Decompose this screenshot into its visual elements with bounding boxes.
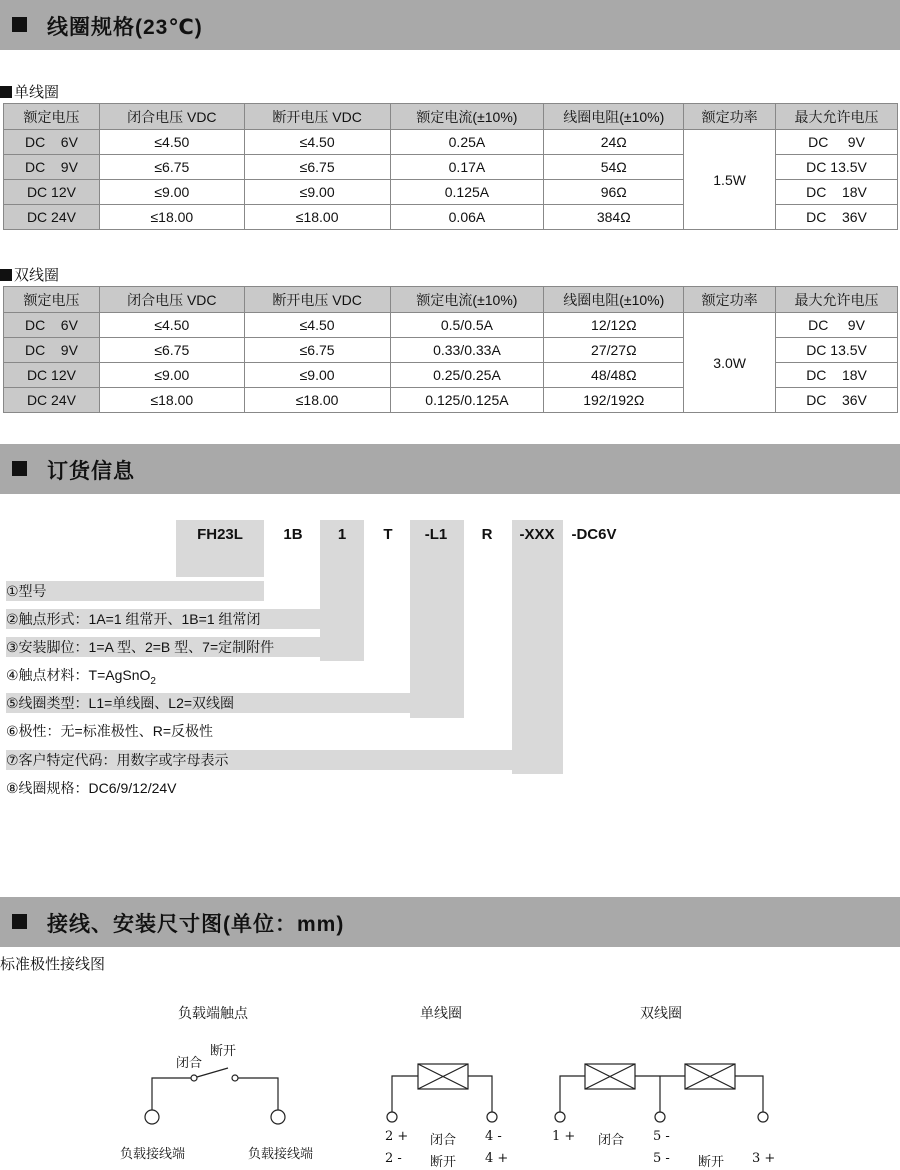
square-bullet-icon bbox=[12, 914, 27, 929]
pin-label: 4 + bbox=[485, 1151, 509, 1166]
header-cell: 线圈电阻(±10%) bbox=[544, 287, 684, 313]
ordering-header bbox=[0, 444, 900, 494]
wire bbox=[468, 1076, 492, 1112]
terminal-circle bbox=[487, 1112, 497, 1122]
table-cell: DC 6V bbox=[4, 130, 100, 155]
wiring-header bbox=[0, 897, 900, 947]
double-coil-label: 双线圈 bbox=[0, 264, 59, 285]
state-label: 断开 bbox=[698, 1155, 725, 1170]
header-cell: 额定电压 bbox=[4, 104, 100, 130]
header-cell: 闭合电压 VDC bbox=[99, 287, 244, 313]
header-cell: 额定电压 bbox=[4, 287, 100, 313]
table-cell: 48/48Ω bbox=[544, 363, 684, 388]
terminal-circle bbox=[555, 1112, 565, 1122]
table-cell: ≤9.00 bbox=[99, 180, 244, 205]
table-cell: ≤18.00 bbox=[244, 388, 390, 413]
table-cell: ≤9.00 bbox=[244, 363, 390, 388]
order-line-customer: ⑦客户特定代码：用数字或字母表示 bbox=[6, 750, 563, 770]
table-cell: ≤4.50 bbox=[99, 313, 244, 338]
header-cell: 闭合电压 VDC bbox=[99, 104, 244, 130]
contact-point bbox=[232, 1075, 238, 1081]
table-cell: 24Ω bbox=[544, 130, 684, 155]
table-cell: DC 18V bbox=[776, 180, 898, 205]
section-title: 订货信息 bbox=[47, 460, 135, 483]
table-cell: 0.25A bbox=[390, 130, 544, 155]
table-cell: DC 18V bbox=[776, 363, 898, 388]
terminal-circle bbox=[655, 1112, 665, 1122]
section-title: 线圈规格(23℃) bbox=[47, 16, 203, 39]
rated-power-cell: 1.5W bbox=[684, 130, 776, 230]
table-cell: DC 12V bbox=[4, 180, 100, 205]
load-terminal-left: 负载接线端 bbox=[120, 1147, 186, 1162]
load-terminal-right: 负载接线端 bbox=[248, 1147, 314, 1162]
table-row bbox=[4, 313, 898, 338]
double-coil-diagram bbox=[555, 1064, 768, 1122]
section-title: 接线、安装尺寸图(单位：mm) bbox=[47, 913, 345, 936]
table-cell: ≤9.00 bbox=[244, 180, 390, 205]
header-cell: 最大允许电压 bbox=[776, 104, 898, 130]
single-coil-diagram bbox=[387, 1064, 497, 1122]
order-line-contact-form: ②触点形式：1A=1 组常开、1B=1 组常闭 bbox=[6, 609, 320, 629]
table-cell: 27/27Ω bbox=[544, 338, 684, 363]
header-cell: 额定功率 bbox=[684, 104, 776, 130]
state-label: 闭合 bbox=[598, 1133, 625, 1148]
table-cell: 0.25/0.25A bbox=[390, 363, 544, 388]
pin-label: 2 - bbox=[385, 1151, 402, 1166]
wiring-subtitle: 标准极性接线图 bbox=[0, 956, 106, 973]
wire bbox=[735, 1076, 763, 1112]
header-cell: 额定电流(±10%) bbox=[390, 104, 544, 130]
header-cell: 断开电压 VDC bbox=[244, 104, 390, 130]
table-cell: ≤6.75 bbox=[99, 155, 244, 180]
table-cell: 0.33/0.33A bbox=[390, 338, 544, 363]
square-bullet-icon bbox=[0, 86, 12, 98]
code-coil-type: -L1 bbox=[424, 526, 448, 543]
code-model: FH23L bbox=[197, 526, 243, 543]
header-cell: 额定电流(±10%) bbox=[390, 287, 544, 313]
header-cell: 线圈电阻(±10%) bbox=[544, 104, 684, 130]
wire bbox=[238, 1078, 278, 1110]
double-coil-table bbox=[3, 286, 898, 413]
table-cell: DC 24V bbox=[4, 388, 100, 413]
table-cell: ≤18.00 bbox=[99, 388, 244, 413]
table-cell: DC 24V bbox=[4, 205, 100, 230]
table-cell: ≤6.75 bbox=[244, 155, 390, 180]
table-cell: 0.125A bbox=[390, 180, 544, 205]
table-cell: ≤6.75 bbox=[99, 338, 244, 363]
table-cell: DC 12V bbox=[4, 363, 100, 388]
terminal-circle bbox=[387, 1112, 397, 1122]
table-cell: ≤6.75 bbox=[244, 338, 390, 363]
code-material: T bbox=[383, 526, 393, 543]
pin-label: 4 - bbox=[485, 1129, 502, 1144]
table-cell: 384Ω bbox=[544, 205, 684, 230]
order-line-model: ①型号 bbox=[6, 581, 264, 601]
wire bbox=[560, 1076, 585, 1112]
table-cell: 0.5/0.5A bbox=[390, 313, 544, 338]
pin-label: 5 - bbox=[653, 1151, 670, 1166]
square-bullet-icon bbox=[12, 461, 27, 476]
order-line-mounting: ③安装脚位：1=A 型、2=B 型、7=定制附件 bbox=[6, 637, 364, 657]
order-line-coil-type: ⑤线圈类型：L1=单线圈、L2=双线圈 bbox=[6, 693, 464, 713]
pin-label: 3 + bbox=[752, 1151, 776, 1166]
header-cell: 最大允许电压 bbox=[776, 287, 898, 313]
table-cell: DC 9V bbox=[776, 313, 898, 338]
pin-label: 5 - bbox=[653, 1129, 670, 1144]
table-cell: DC 6V bbox=[4, 313, 100, 338]
terminal-circle bbox=[758, 1112, 768, 1122]
single-coil-title: 单线圈 bbox=[420, 1006, 462, 1022]
wire bbox=[152, 1078, 191, 1110]
table-cell: ≤18.00 bbox=[244, 205, 390, 230]
table-cell: 192/192Ω bbox=[544, 388, 684, 413]
table-cell: 12/12Ω bbox=[544, 313, 684, 338]
wire bbox=[392, 1076, 418, 1112]
open-label: 断开 bbox=[210, 1044, 237, 1059]
table-cell: DC 13.5V bbox=[776, 155, 898, 180]
header-cell: 断开电压 VDC bbox=[244, 287, 390, 313]
code-connector bbox=[410, 520, 464, 718]
table-cell: ≤18.00 bbox=[99, 205, 244, 230]
square-bullet-icon bbox=[0, 269, 12, 281]
single-coil-table bbox=[3, 103, 898, 230]
code-connector bbox=[512, 520, 563, 774]
code-coil-spec: -DC6V bbox=[571, 526, 617, 543]
contact-point bbox=[191, 1075, 197, 1081]
square-bullet-icon bbox=[12, 17, 27, 32]
table-cell: DC 13.5V bbox=[776, 338, 898, 363]
table-cell: 0.125/0.125A bbox=[390, 388, 544, 413]
table-cell: ≤9.00 bbox=[99, 363, 244, 388]
table-cell: DC 9V bbox=[4, 155, 100, 180]
table-cell: ≤4.50 bbox=[99, 130, 244, 155]
table-cell: ≤4.50 bbox=[244, 130, 390, 155]
table-cell: ≤4.50 bbox=[244, 313, 390, 338]
double-coil-title: 双线圈 bbox=[640, 1006, 682, 1022]
order-line-polarity: ⑥极性：无=标准极性、R=反极性 bbox=[6, 723, 214, 739]
table-cell: DC 9V bbox=[776, 130, 898, 155]
table-cell: DC 36V bbox=[776, 205, 898, 230]
load-contact-title: 负载端触点 bbox=[178, 1006, 248, 1022]
load-contact-diagram bbox=[145, 1068, 285, 1124]
closed-label: 闭合 bbox=[176, 1056, 203, 1071]
rated-power-cell: 3.0W bbox=[684, 313, 776, 413]
single-coil-label: 单线圈 bbox=[0, 81, 59, 102]
table-cell: 54Ω bbox=[544, 155, 684, 180]
code-mounting: 1 bbox=[337, 526, 347, 543]
table-cell: 0.06A bbox=[390, 205, 544, 230]
terminal-circle bbox=[271, 1110, 285, 1124]
header-cell: 额定功率 bbox=[684, 287, 776, 313]
table-header-row bbox=[4, 287, 898, 313]
table-cell: DC 9V bbox=[4, 338, 100, 363]
table-cell: 0.17A bbox=[390, 155, 544, 180]
order-line-coil-spec: ⑧线圈规格：DC6/9/12/24V bbox=[6, 780, 177, 796]
code-customer: -XXX bbox=[519, 526, 555, 543]
table-header-row bbox=[4, 104, 898, 130]
code-contact-form: 1B bbox=[283, 526, 303, 543]
coil-spec-header bbox=[0, 0, 900, 50]
state-label: 闭合 bbox=[430, 1133, 457, 1148]
state-label: 断开 bbox=[430, 1155, 457, 1170]
pin-label: 1 + bbox=[552, 1129, 576, 1144]
table-cell: 96Ω bbox=[544, 180, 684, 205]
code-polarity: R bbox=[481, 526, 493, 543]
table-row bbox=[4, 130, 898, 155]
table-cell: DC 36V bbox=[776, 388, 898, 413]
terminal-circle bbox=[145, 1110, 159, 1124]
pin-label: 2 + bbox=[385, 1129, 409, 1144]
order-line-material: ④触点材料：T=AgSnO$_2$ bbox=[6, 667, 156, 687]
